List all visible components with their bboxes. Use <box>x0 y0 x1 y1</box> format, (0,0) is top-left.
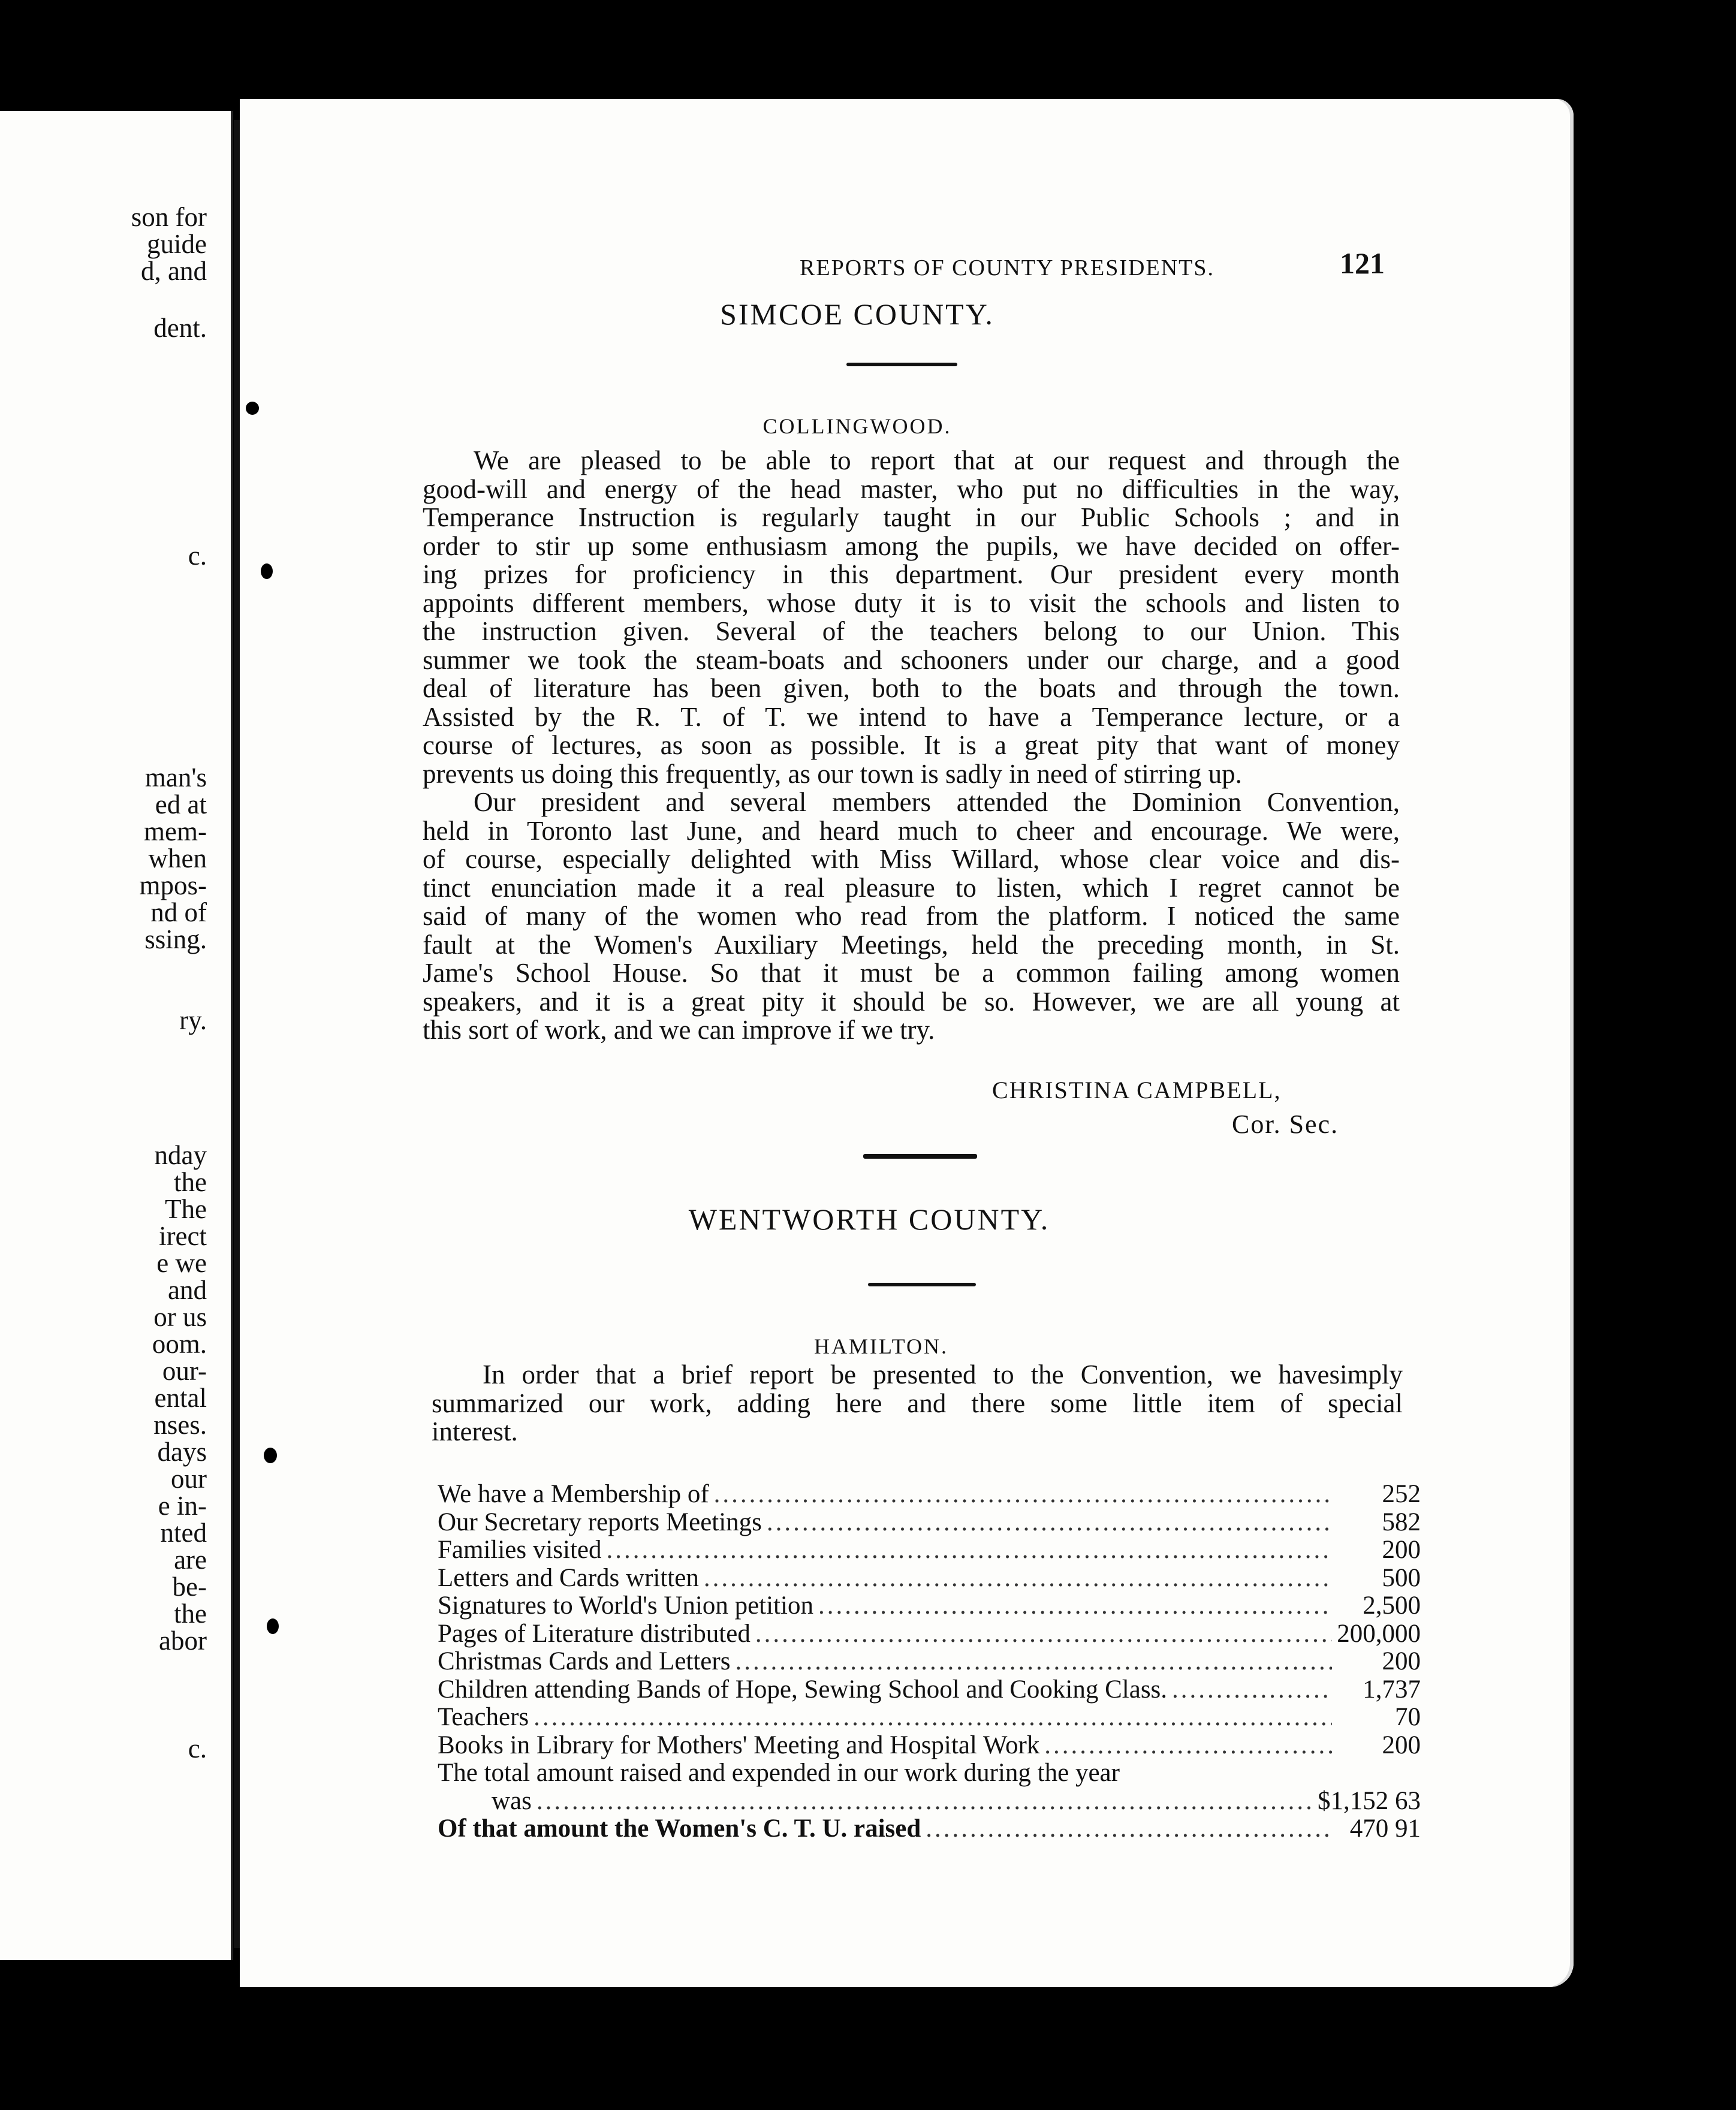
stat-label: Books in Library for Mothers' Meeting and Hospital Work <box>438 1731 1040 1759</box>
book-page <box>240 99 1574 1987</box>
facing-page-text: oom. <box>152 1329 207 1359</box>
section-rule <box>868 1283 976 1286</box>
facing-page-text: ssing. <box>144 924 207 954</box>
facing-page-text: c. <box>188 541 207 571</box>
facing-page-text: and <box>168 1275 207 1305</box>
collingwood-heading: COLLINGWOOD. <box>762 414 952 438</box>
stat-value: 470 91 <box>1349 1814 1421 1843</box>
stat-label: Letters and Cards written <box>438 1563 699 1592</box>
text-line: course of lectures, as soon as possible. It is a great pity that want of money <box>423 730 1400 760</box>
facing-page-text: d, and <box>141 256 207 286</box>
text-line: interest. <box>432 1416 518 1446</box>
binding-hole <box>267 1618 279 1634</box>
facing-page-text: son for <box>131 202 207 232</box>
dot-leader <box>767 1509 1332 1537</box>
stat-row <box>438 1788 1421 1816</box>
section-rule <box>863 1154 977 1159</box>
stat-row <box>438 1565 1421 1593</box>
previous-page <box>0 111 233 1960</box>
facing-page-text: mpos- <box>139 870 207 900</box>
stat-row <box>438 1620 1421 1648</box>
text-line: this sort of work, and we can improve if we try. <box>423 1015 935 1045</box>
facing-page-text: nd of <box>150 897 207 927</box>
facing-page-text: ry. <box>179 1005 207 1035</box>
binding-hole <box>246 402 259 415</box>
facing-page-text: dent. <box>153 313 207 343</box>
section-rule <box>846 363 957 366</box>
facing-page-text: our <box>171 1464 207 1494</box>
stat-label: The total amount raised and expended in our work during the year <box>438 1759 1120 1787</box>
facing-page-text: e in- <box>158 1491 207 1521</box>
dot-leader <box>537 1788 1313 1816</box>
facing-page-text: nses. <box>153 1410 207 1440</box>
dot-leader <box>1172 1676 1332 1704</box>
facing-page-text: are <box>174 1545 207 1575</box>
facing-page-text: the <box>174 1599 207 1629</box>
facing-page-text: e we <box>156 1248 207 1278</box>
facing-page-text: man's <box>144 762 207 792</box>
collingwood-report <box>423 447 1400 1045</box>
stat-label: Children attending Bands of Hope, Sewing School and Cooking Class. <box>438 1675 1168 1704</box>
text-line: appoints different members, whose duty it is to visit the schools and listen to <box>423 587 1400 618</box>
facing-page-text: The <box>165 1194 207 1224</box>
stat-value: 70 <box>1395 1703 1421 1731</box>
facing-page-text: our- <box>162 1356 207 1386</box>
stat-row <box>438 1536 1421 1565</box>
stat-value: 200,000 <box>1337 1619 1421 1648</box>
text-line: said of many of the women who read from the platform. I noticed the same <box>423 901 1400 931</box>
dot-leader <box>818 1592 1332 1620</box>
stat-row <box>438 1481 1421 1509</box>
dot-leader <box>704 1565 1332 1593</box>
text-line: tinct enunciation made it a real pleasure to listen, which I regret cannot be <box>423 872 1400 903</box>
facing-page-text: abor <box>159 1626 207 1656</box>
text-line: Our president and several members attended the Dominion Convention, <box>474 787 1400 817</box>
facing-page-text: mem- <box>144 816 207 846</box>
facing-page-text: ed at <box>155 789 207 819</box>
stat-label: Our Secretary reports Meetings <box>438 1508 762 1536</box>
report-paragraph <box>423 788 1400 1045</box>
text-line: prevents us doing this frequently, as our town is sadly in need of stirring up. <box>423 758 1242 789</box>
facing-page-text: nday <box>154 1140 207 1170</box>
text-line: Assisted by the R. T. of T. we intend to have a Temperance lecture, or a <box>423 701 1400 732</box>
stat-row <box>438 1815 1421 1843</box>
dot-leader <box>607 1536 1332 1565</box>
stat-value: 200 <box>1382 1647 1421 1675</box>
stat-value: 200 <box>1382 1731 1421 1759</box>
text-line: Jame's School House. So that it must be a common failing among women <box>423 958 1400 988</box>
facing-page-text: the <box>174 1167 207 1197</box>
dot-leader <box>1044 1732 1332 1760</box>
text-line: of course, especially delighted with Miss Willard, whose clear voice and dis- <box>423 844 1400 874</box>
text-line: We are pleased to be able to report that at our request and through the <box>474 445 1400 475</box>
hamilton-intro <box>432 1361 1403 1446</box>
stat-row <box>438 1732 1421 1760</box>
text-line: order to stir up some enthusiasm among the pupils, we have decided on offer- <box>423 530 1400 561</box>
stat-label: Of that amount the Women's C. T. U. raised <box>438 1814 921 1843</box>
stat-value: 582 <box>1382 1508 1421 1536</box>
binding-hole <box>261 563 273 579</box>
dot-leader <box>714 1481 1332 1509</box>
facing-page-text: or us <box>153 1302 207 1332</box>
facing-page-text: when <box>148 843 207 873</box>
signature-name: CHRISTINA CAMPBELL, <box>992 1077 1282 1104</box>
facing-page-text: c. <box>188 1734 207 1764</box>
stat-value: 2,500 <box>1363 1591 1421 1620</box>
dot-leader <box>735 1648 1332 1676</box>
running-head: REPORTS OF COUNTY PRESIDENTS. <box>800 255 1214 281</box>
stat-label: Teachers <box>438 1703 529 1731</box>
stat-value: 200 <box>1382 1536 1421 1564</box>
hamilton-heading: HAMILTON. <box>813 1334 948 1358</box>
text-line: simply summarized our work, adding here and there some little item of special <box>432 1360 1403 1418</box>
facing-page-text: be- <box>172 1572 207 1602</box>
stat-value: 500 <box>1382 1563 1421 1592</box>
stat-row <box>438 1592 1421 1620</box>
stat-label: We have a Membership of <box>438 1480 709 1508</box>
text-line: deal of literature has been given, both to the boats and through the town. <box>423 673 1400 703</box>
stat-label: Families visited <box>438 1536 602 1564</box>
stat-value: $1,152 63 <box>1318 1786 1421 1815</box>
facing-page-text: nted <box>160 1518 207 1548</box>
facing-page-text: irect <box>159 1221 207 1251</box>
text-line: held in Toronto last June, and heard much to cheer and encourage. We were, <box>423 815 1400 846</box>
wentworth-county-heading: WENTWORTH COUNTY. <box>688 1202 1050 1236</box>
text-line: Temperance Instruction is regularly taught in our Public Schools ; and in <box>423 502 1400 532</box>
text-line: good-will and energy of the head master, who put no difficulties in the way, <box>423 474 1400 504</box>
text-line: speakers, and it is a great pity it should be so. However, we are all young at <box>423 986 1400 1017</box>
dot-leader <box>534 1704 1332 1732</box>
stat-value: 1,737 <box>1363 1675 1421 1704</box>
text-line: the instruction given. Several of the teachers belong to our Union. This <box>423 616 1400 646</box>
facing-page-text: ental <box>154 1383 207 1413</box>
hamilton-statistics <box>438 1481 1421 1843</box>
simcoe-county-heading: SIMCOE COUNTY. <box>720 297 994 331</box>
dot-leader <box>926 1815 1332 1843</box>
dot-leader <box>755 1620 1332 1648</box>
stat-row <box>438 1704 1421 1732</box>
stat-label: Pages of Literature distributed <box>438 1619 751 1648</box>
stat-row <box>438 1676 1421 1704</box>
text-line: In order that a brief report be presented to the Convention, we have <box>483 1360 1330 1389</box>
facing-page-text: guide <box>147 229 207 259</box>
stat-row <box>438 1648 1421 1676</box>
page-number: 121 <box>1340 246 1385 280</box>
text-line: summer we took the steam-boats and schooners under our charge, and a good <box>423 644 1400 675</box>
stat-row <box>438 1509 1421 1537</box>
report-paragraph <box>423 447 1400 788</box>
facing-page-text: days <box>157 1437 207 1467</box>
stat-label: Christmas Cards and Letters <box>438 1647 731 1675</box>
signature-title: Cor. Sec. <box>1232 1110 1339 1139</box>
binding-hole <box>264 1448 277 1463</box>
text-line: fault at the Women's Auxiliary Meetings, held the preceding month, in St. <box>423 929 1400 960</box>
stat-label: was <box>492 1786 532 1815</box>
text-line: ing prizes for proficiency in this department. Our president every month <box>423 559 1400 589</box>
stat-value: 252 <box>1382 1480 1421 1508</box>
stat-row <box>438 1759 1421 1788</box>
stat-label: Signatures to World's Union petition <box>438 1591 813 1620</box>
